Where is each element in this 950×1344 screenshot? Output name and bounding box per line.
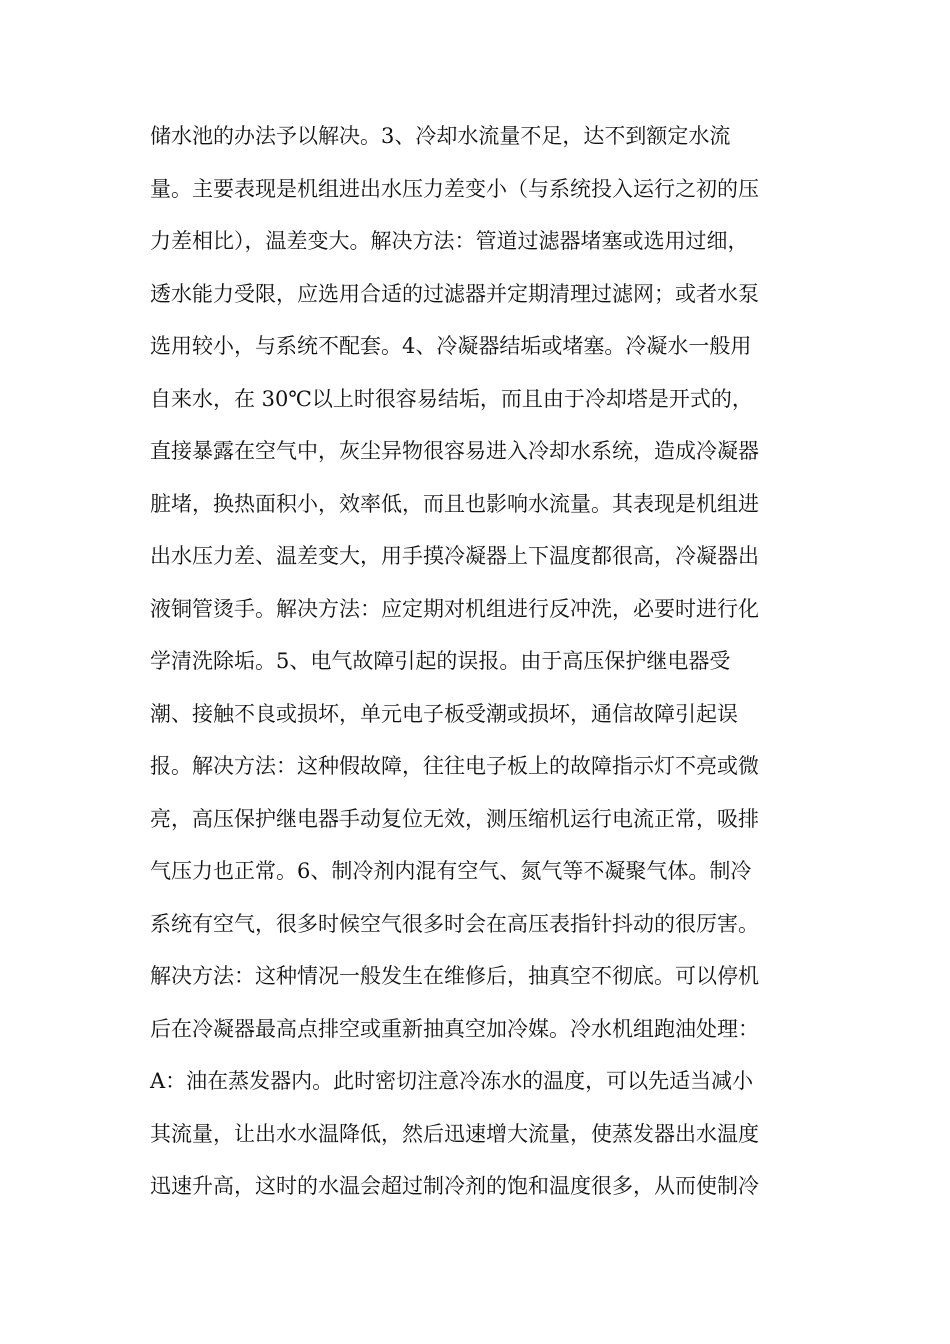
text-line: 气压力也正常。6、制冷剂内混有空气、氮气等不凝聚气体。制冷 bbox=[150, 859, 752, 883]
text-line: 解决方法：这种情况一般发生在维修后，抽真空不彻底。可以停机 bbox=[150, 964, 759, 988]
text-line: 潮、接触不良或损坏，单元电子板受潮或损坏，通信故障引起误 bbox=[150, 701, 738, 726]
text-line: 自来水，在 30℃以上时很容易结垢，而且由于冷却塔是开式的， bbox=[150, 386, 753, 411]
text-line: 选用较小，与系统不配套。4、冷凝器结垢或堵塞。冷凝水一般用 bbox=[150, 334, 752, 358]
text-line: 亮，高压保护继电器手动复位无效，测压缩机运行电流正常，吸排 bbox=[150, 806, 759, 831]
text-line: 透水能力受限，应选用合适的过滤器并定期清理过滤网；或者水泵 bbox=[150, 281, 759, 306]
body-text bbox=[150, 116, 810, 1219]
text-line: 脏堵，换热面积小，效率低，而且也影响水流量。其表现是机组进 bbox=[150, 491, 759, 516]
text-line: 系统有空气，很多时候空气很多时会在高压表指针抖动的很厉害。 bbox=[150, 911, 759, 936]
text-line: 量。主要表现是机组进出水压力差变小（与系统投入运行之初的压 bbox=[150, 176, 759, 201]
text-line: 液铜管烫手。解决方法：应定期对机组进行反冲洗，必要时进行化 bbox=[150, 596, 759, 621]
text-line: 出水压力差、温差变大，用手摸冷凝器上下温度都很高，冷凝器出 bbox=[150, 544, 759, 568]
text-line: 力差相比），温差变大。解决方法：管道过滤器堵塞或选用过细， bbox=[150, 229, 749, 253]
text-line: A：油在蒸发器内。此时密切注意冷冻水的温度，可以先适当减小 bbox=[150, 1069, 754, 1093]
text-line: 报。解决方法：这种假故障，往往电子板上的故障指示灯不亮或微 bbox=[150, 754, 759, 778]
text-line: 储水池的办法予以解决。3、冷却水流量不足，达不到额定水流 bbox=[150, 124, 731, 148]
text-line: 学清洗除垢。5、电气故障引起的误报。由于高压保护继电器受 bbox=[150, 649, 731, 673]
text-line: 迅速升高，这时的水温会超过制冷剂的饱和温度很多，从而使制冷 bbox=[150, 1174, 759, 1198]
text-line: 直接暴露在空气中，灰尘异物很容易进入冷却水系统，造成冷凝器 bbox=[150, 439, 759, 463]
text-line: 其流量，让出水水温降低，然后迅速增大流量，使蒸发器出水温度 bbox=[150, 1121, 759, 1146]
text-line: 后在冷凝器最高点排空或重新抽真空加冷媒。冷水机组跑油处理： bbox=[150, 1016, 759, 1041]
